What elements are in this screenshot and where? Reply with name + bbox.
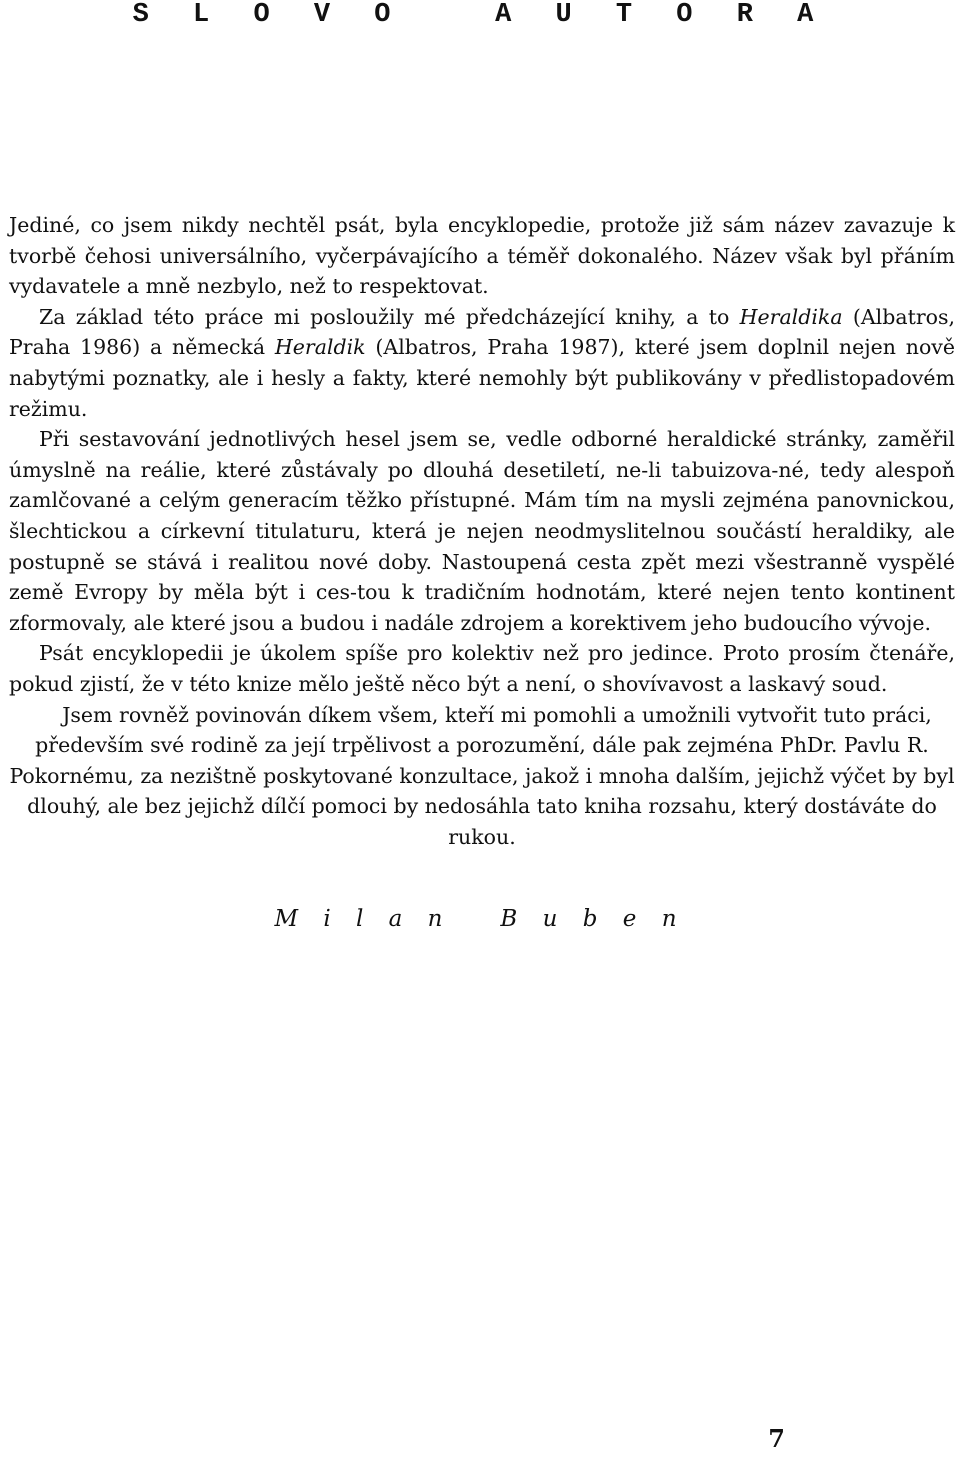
paragraph-sources-text-2: (Albatros, Praha 1986) a německá (9, 304, 955, 360)
paragraph-entries: Při sestavování jednotlivých hesel jsem se, vedle odborné heraldické stránky, zaměřil úmyslně na reálie, které zůstávaly po dlouhá desetiletí, ne-li tabuizova-né, tedy alespoň zamlčované a celým generacím těžko přístupné. Mám tím na mysli zejména panovnickou, šlechtickou a církevní titulaturu, která je nejen neodmyslitelnou součástí heraldiky, ale postupně se stává i realitou nové doby. Nastoupená cesta zpět mezi všestranně vyspělé země Evropy by měla být i ces-tou k tradičním hodnotám, které nejen tento kontinent zformovaly, ale které jsou a budou i nadále zdrojem a korektivem jeho budoucího vývoje. (9, 427, 955, 635)
paragraph-sources-text-1: Za základ této práce mi posloužily mé předcházející knihy, a to (39, 304, 740, 329)
paragraph-sources-text-3: (Albatros, Praha 1987), které jsem doplnil nejen nově nabytými poznatky, ale i hesly a fakty, které nemohly být publikovány v předlistopadovém režimu. (9, 335, 955, 421)
page-title: S L O V O A U T O R A (132, 0, 828, 30)
paragraph-thanks: Jsem rovněž povinován díkem všem, kteří mi pomohli a umožnili vytvořit tuto práci, především své rodině za její trpělivost a porozumění, dále pak zejména PhDr. Pavlu R. Pokornému, za nezištně poskytované konzultace, jakož i mnoha dalším, jejichž výčet by byl dlouhý, ale bez jejichž dílčí pomoci by nedosáhla tato kniha rozsahu, který dostáváte do rukou. (9, 702, 955, 849)
author-signature: M i l a n B u b e n (274, 906, 686, 932)
paragraph-intro: Jediné, co jsem nikdy nechtěl psát, byla encyklopedie, protože již sám název zavazuje k tvorbě čehosi universálního, vyčerpávajícího a téměř dokonalého. Název však byl přáním vydavatele a mně nezbylo, než to respektovat. (9, 213, 955, 299)
body-text (9, 210, 955, 852)
paragraph-sources (9, 302, 955, 424)
paragraph-readers: Psát encyklopedii je úkolem spíše pro kolektiv než pro jedince. Proto prosím čtenáře, pokud zjistí, že v této knize mělo ještě něco být a není, o shovívavost a laskavý soud. (9, 641, 955, 696)
page-number: 7 (768, 1424, 785, 1453)
book-title-heraldik: Heraldik (274, 335, 366, 360)
book-title-heraldika: Heraldika (739, 304, 843, 329)
